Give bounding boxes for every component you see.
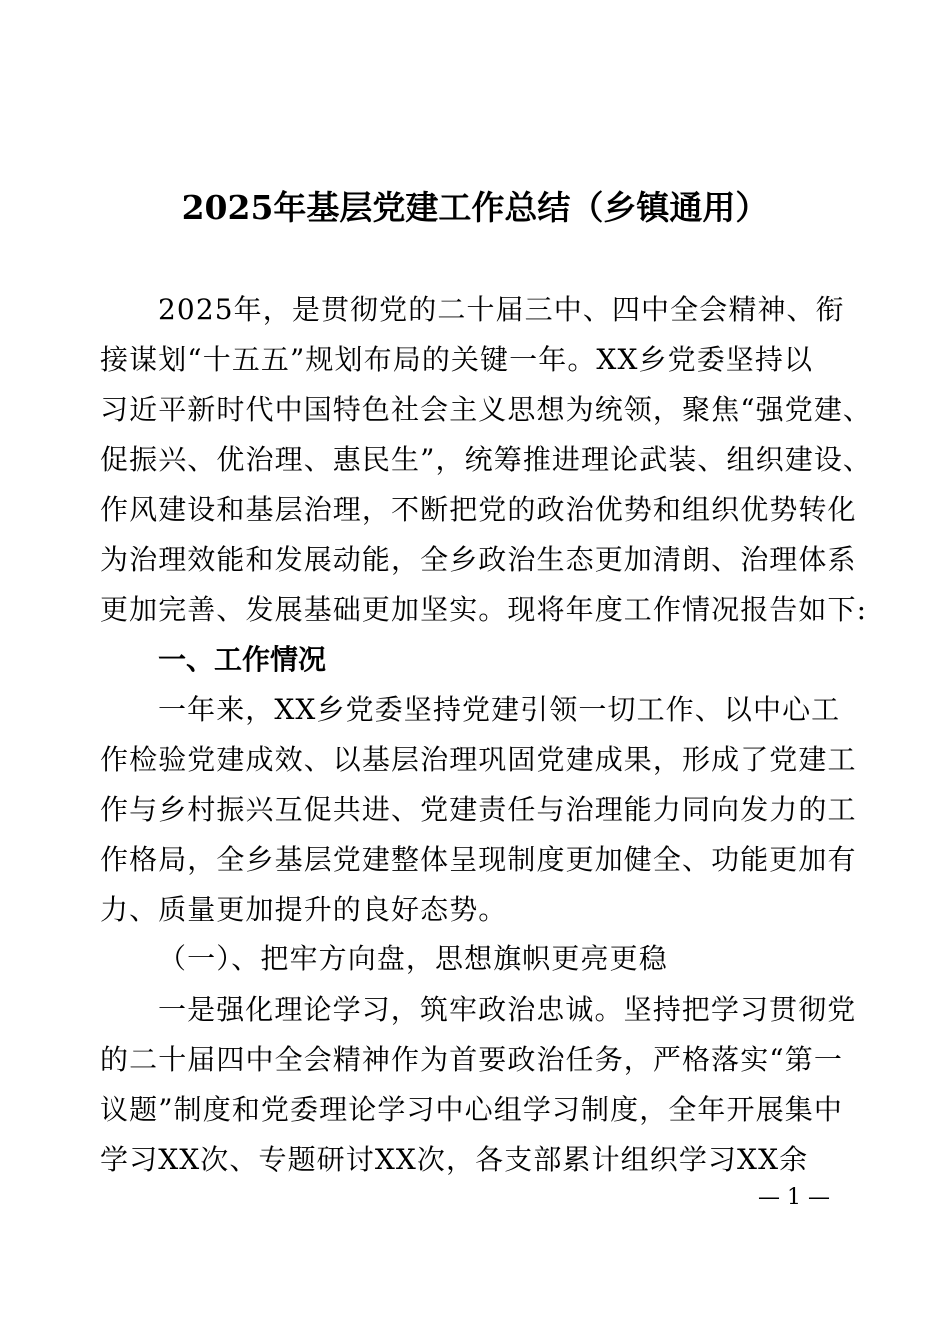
page-number: — 1 — [758,1185,830,1210]
paragraph-line: 一是强化理论学习，筑牢政治忠诚。坚持把学习贯彻党 [158,993,857,1026]
document-title: 2025年基层党建工作总结（乡镇通用） [181,188,769,227]
paragraph-line: 为治理效能和发展动能，全乡政治生态更加清朗、治理体系 [100,543,857,576]
paragraph-line: 作风建设和基层治理，不断把党的政治优势和组织优势转化 [100,493,857,526]
paragraph-line: 力、质量更加提升的良好态势。 [100,893,508,926]
paragraph-line: 接谋划“十五五”规划布局的关键一年。XX乡党委坚持以 [100,343,814,376]
paragraph-line: 学习XX次、专题研讨XX次，各支部累计组织学习XX余 [100,1143,809,1176]
paragraph-line: 2025年，是贯彻党的二十届三中、四中全会精神、衔 [158,293,845,326]
paragraph-line: 促振兴、优治理、惠民生”，统筹推进理论武装、组织建设、 [100,443,873,476]
paragraph-line: 作格局，全乡基层党建整体呈现制度更加健全、功能更加有 [100,843,857,876]
paragraph-line: 作检验党建成效、以基层治理巩固党建成果，形成了党建工 [100,743,857,776]
section-heading: 一、工作情况 [158,643,327,676]
paragraph-line: 议题”制度和党委理论学习中心组学习制度，全年开展集中 [100,1093,843,1126]
paragraph-line: 作与乡村振兴互促共进、党建责任与治理能力同向发力的工 [100,793,857,826]
paragraph-line: 一年来，XX乡党委坚持党建引领一切工作、以中心工 [158,693,841,726]
subsection-heading: （一）、把牢方向盘，思想旗帜更亮更稳 [158,942,668,975]
paragraph-line: 更加完善、发展基础更加坚实。现将年度工作情况报告如下: [100,593,868,626]
paragraph-line: 习近平新时代中国特色社会主义思想为统领，聚焦“强党建、 [100,393,873,426]
paragraph-line: 的二十届四中全会精神作为首要政治任务，严格落实“第一 [100,1043,843,1076]
